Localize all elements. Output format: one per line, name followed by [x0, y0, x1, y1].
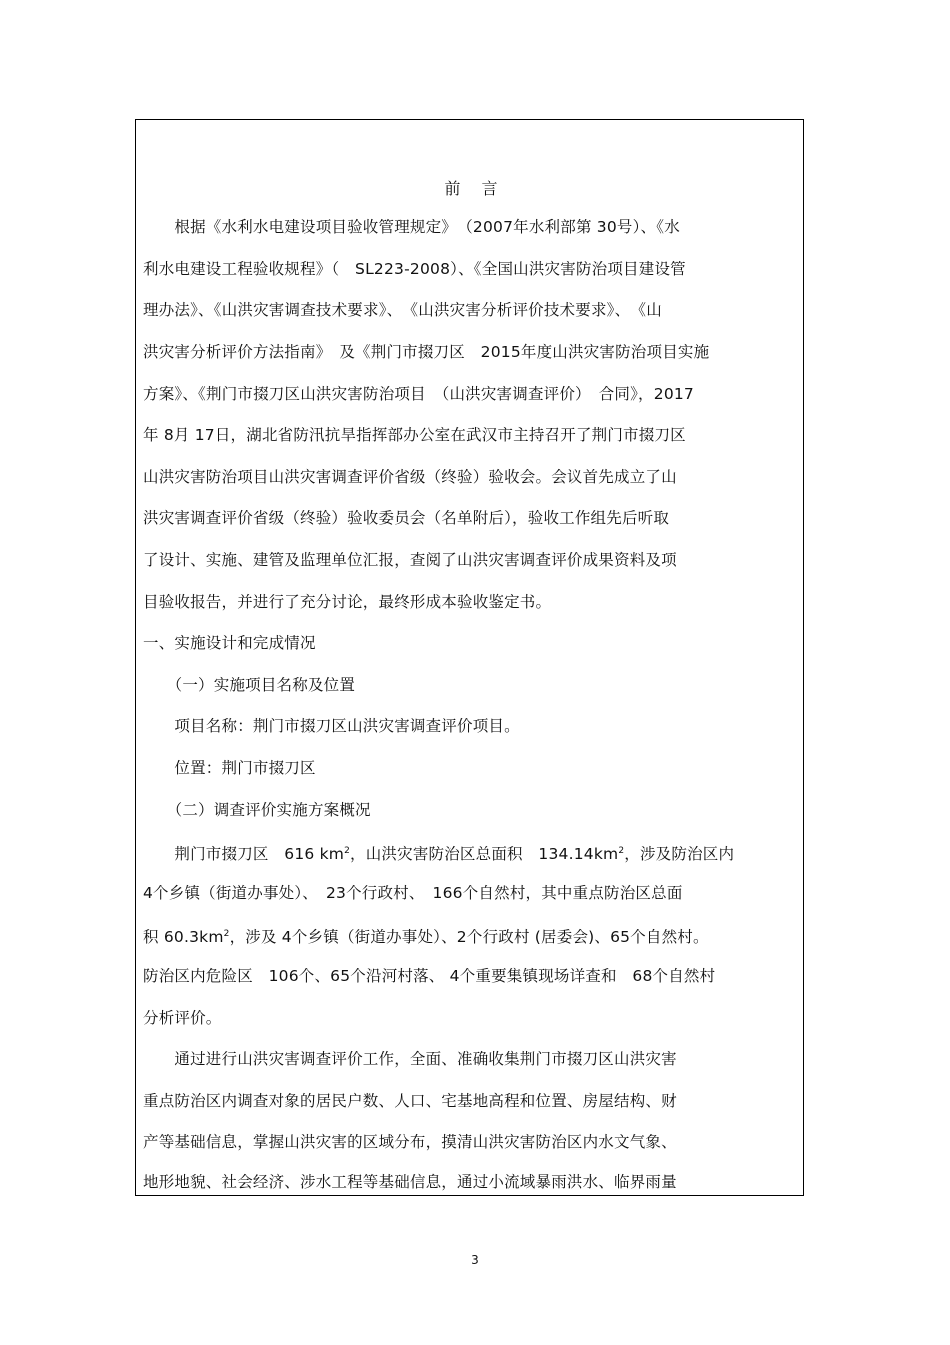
body-line: 地形地貌、社会经济、涉水工程等基础信息，通过小流域暴雨洪水、临界雨量 [143, 1173, 677, 1191]
area-text: 积 60.3km [143, 928, 224, 947]
body-line: 根据《水利水电建设项目验收管理规定》 （2007年水利部第 30号）、《水 [143, 218, 680, 236]
body-line: 4个乡镇（街道办事处）、 23个行政村、 166个自然村，其中重点防治区总面 [143, 884, 683, 902]
area-line [143, 924, 709, 947]
body-line: 防治区内危险区 106个、65个沿河村落、 4个重要集镇现场详查和 68个自然村 [143, 967, 716, 985]
area-text: 荆门市掇刀区 616 km [143, 845, 345, 864]
area-text: ，涉及防治区内 [624, 845, 735, 864]
body-line: 山洪灾害防治项目山洪灾害调查评价省级（终验）验收会。会议首先成立了山 [143, 468, 677, 486]
section-heading: 一、实施设计和完成情况 [143, 634, 316, 652]
page-number: 3 [471, 1253, 479, 1267]
body-line: 重点防治区内调查对象的居民户数、人口、宅基地高程和位置、房屋结构、财 [143, 1092, 677, 1110]
body-line: 洪灾害调查评价省级（终验）验收委员会（名单附后），验收工作组先后听取 [143, 509, 670, 527]
page-title: 前 言 [444, 179, 506, 198]
superscript: 2 [618, 846, 625, 856]
content-frame [135, 119, 804, 1196]
body-line: 洪灾害分析评价方法指南》 及《荆门市掇刀区 2015年度山洪灾害防治项目实施 [143, 343, 710, 361]
body-line: 通过进行山洪灾害调查评价工作，全面、准确收集荆门市掇刀区山洪灾害 [143, 1050, 677, 1068]
body-line: 目验收报告，并进行了充分讨论，最终形成本验收鉴定书。 [143, 593, 552, 611]
superscript: 2 [344, 846, 351, 856]
body-line: 理办法》、《山洪灾害调查技术要求》、 《山洪灾害分析评价技术要求》、 《山 [143, 301, 662, 319]
body-line: 位置：荆门市掇刀区 [143, 759, 316, 777]
body-line: 产等基础信息，掌握山洪灾害的区域分布，摸清山洪灾害防治区内水文气象、 [143, 1133, 677, 1151]
body-line: 分析评价。 [143, 1009, 222, 1027]
body-line: 年 8月 17日，湖北省防汛抗旱指挥部办公室在武汉市主持召开了荆门市掇刀区 [143, 426, 686, 444]
area-text: ，涉及 4个乡镇（街道办事处）、2个行政村 (居委会)、65个自然村。 [229, 928, 709, 947]
body-line: 了设计、实施、建管及监理单位汇报，查阅了山洪灾害调查评价成果资料及项 [143, 551, 677, 569]
subsection-heading: （一）实施项目名称及位置 [143, 676, 356, 694]
superscript: 2 [223, 929, 230, 939]
area-text: ，山洪灾害防治区总面积 134.14km [350, 845, 619, 864]
subsection-heading: （二）调查评价实施方案概况 [143, 801, 371, 819]
body-line: 利水电建设工程验收规程》（ SL223-2008）、《全国山洪灾害防治项目建设管 [143, 260, 686, 278]
body-line: 方案》、《荆门市掇刀区山洪灾害防治项目 （山洪灾害调查评价） 合同》，2017 [143, 385, 694, 403]
area-line [143, 841, 734, 864]
body-line: 项目名称：荆门市掇刀区山洪灾害调查评价项目。 [143, 717, 520, 735]
